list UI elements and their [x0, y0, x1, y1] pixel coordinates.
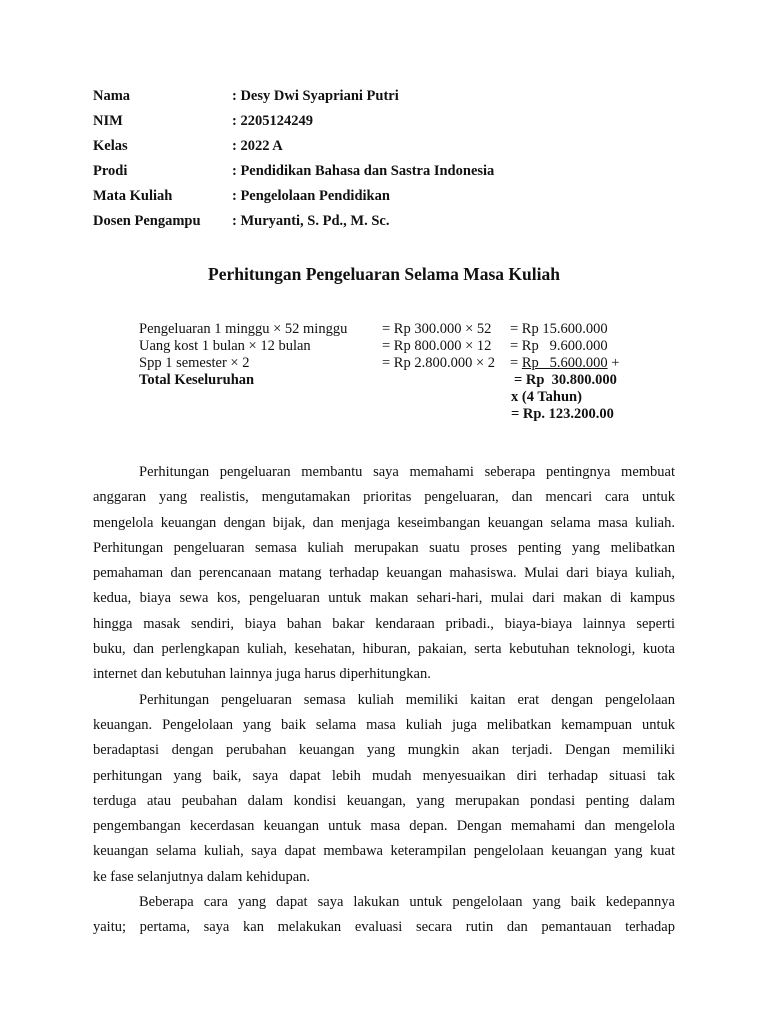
- paragraph-line: mengelola keuangan dengan bijak, dan menjaga keseimbangan keuangan selama masa kuliah.: [93, 514, 675, 531]
- identity-value: : Pendidikan Bahasa dan Sastra Indonesia: [232, 163, 495, 179]
- calc-result-prefix: =: [510, 355, 522, 371]
- identity-value: : Pengelolaan Pendidikan: [232, 188, 390, 204]
- paragraph-line: terduga atau peubahan dalam kondisi keuangan, yang merupakan pondasi penting dalam: [93, 792, 675, 809]
- calc-row: [139, 321, 659, 338]
- calc-total-value: = Rp 30.800.000: [514, 372, 617, 388]
- identity-label: Mata Kuliah: [93, 188, 173, 204]
- calc-grand-total: = Rp. 123.200.00: [511, 406, 614, 422]
- calc-formula: = Rp 300.000 × 52: [382, 321, 492, 337]
- calculation-block: [139, 321, 659, 423]
- identity-row-course: [93, 186, 693, 211]
- paragraph-line: Beberapa cara yang dapat saya lakukan untuk pengelolaan yang baik kedepannya: [139, 894, 675, 911]
- paragraph-line: keuangan selama kuliah, saya dapat membawa keterampilan pengelolaan keuangan yang kuat: [93, 843, 675, 860]
- identity-label: Prodi: [93, 163, 128, 179]
- identity-row-lecturer: [93, 211, 693, 236]
- identity-label: NIM: [93, 113, 123, 129]
- calc-formula: = Rp 800.000 × 12: [382, 338, 492, 354]
- calc-multiplier-row: [139, 389, 659, 406]
- identity-row-nim: [93, 111, 693, 136]
- paragraph-line: Perhitungan pengeluaran membantu saya memahami seberapa pentingnya membuat: [139, 464, 675, 480]
- calc-result: [510, 355, 619, 372]
- identity-label: Dosen Pengampu: [93, 213, 201, 229]
- calc-result-suffix: +: [607, 355, 620, 371]
- calc-total-row: [139, 372, 659, 389]
- identity-block: [93, 86, 693, 236]
- calc-grand-total-row: [139, 406, 659, 423]
- calc-result-underlined: Rp 5.600.000: [521, 355, 608, 371]
- paragraph-line: ke fase selanjutnya dalam kehidupan.: [93, 868, 311, 885]
- paragraph-line: beradaptasi dengan perubahan keuangan yang mungkin akan terjadi. Dengan memiliki: [93, 742, 675, 759]
- identity-label: Kelas: [93, 138, 128, 154]
- identity-value: : Desy Dwi Syapriani Putri: [232, 88, 399, 104]
- paragraph-line: Perhitungan pengeluaran semasa kuliah memiliki kaitan erat dengan pengelolaan: [139, 691, 675, 708]
- calc-description: Pengeluaran 1 minggu × 52 minggu: [139, 321, 348, 337]
- identity-value: : 2205124249: [232, 113, 313, 129]
- calc-multiplier: x (4 Tahun): [511, 389, 582, 405]
- paragraph-line: pengembangan kecerdasan keuangan untuk masa depan. Dengan memahami dan mengelola: [93, 818, 675, 835]
- identity-label: Nama: [93, 88, 131, 104]
- paragraph-line: anggaran yang realistis, mengutamakan prioritas pengeluaran, dan mencari cara untuk: [93, 489, 675, 506]
- calc-description: Spp 1 semester × 2: [139, 355, 250, 371]
- paragraph-line: kedua, biaya sewa kos, pengeluaran untuk makan sehari-hari, mulai dari makan di kampus: [93, 590, 675, 607]
- identity-row-program: [93, 161, 693, 186]
- calc-description: Uang kost 1 bulan × 12 bulan: [139, 338, 311, 354]
- paragraph-line: keuangan. Pengelolaan yang baik selama masa kuliah juga melibatkan kemampuan untuk: [93, 716, 675, 733]
- identity-row-class: [93, 136, 693, 161]
- calc-result: = Rp 15.600.000: [510, 321, 608, 337]
- body-text: [93, 460, 675, 941]
- paragraph-line: internet dan kebutuhan lainnya juga harus diperhitungkan.: [93, 666, 431, 683]
- calc-total-label: Total Keseluruhan: [139, 372, 255, 388]
- identity-value: : 2022 A: [232, 138, 283, 154]
- paragraph-line: yaitu; pertama, saya kan melakukan evaluasi secara rutin dan pemantauan terhadap: [93, 919, 675, 936]
- identity-row-name: [93, 86, 693, 111]
- paragraph-line: pemahaman dan perencanaan matang terhadap keuangan mahasiswa. Mulai dari biaya kuliah,: [93, 565, 675, 582]
- paragraph-line: hingga masak sendiri, biaya bahan bakar kendaraan pribadi., biaya-biaya lainnya seperti: [93, 615, 675, 632]
- calc-row: [139, 338, 659, 355]
- calc-formula: = Rp 2.800.000 × 2: [382, 355, 496, 371]
- calc-row: [139, 355, 659, 372]
- calc-result: = Rp 9.600.000: [510, 338, 608, 354]
- paragraph-line: Perhitungan pengeluaran semasa kuliah merupakan suatu proses penting yang melibatkan: [93, 539, 675, 556]
- identity-value: : Muryanti, S. Pd., M. Sc.: [232, 213, 390, 229]
- paragraph-line: perhitungan yang baik, saya dapat lebih mudah menyesuaikan diri terhadap situasi tak: [93, 767, 675, 784]
- paragraph-line: buku, dan perlengkapan kuliah, kesehatan, hiburan, pakaian, serta kebutuhan teknologi, kuota: [93, 641, 675, 658]
- document-title: Perhitungan Pengeluaran Selama Masa Kuliah: [208, 264, 560, 284]
